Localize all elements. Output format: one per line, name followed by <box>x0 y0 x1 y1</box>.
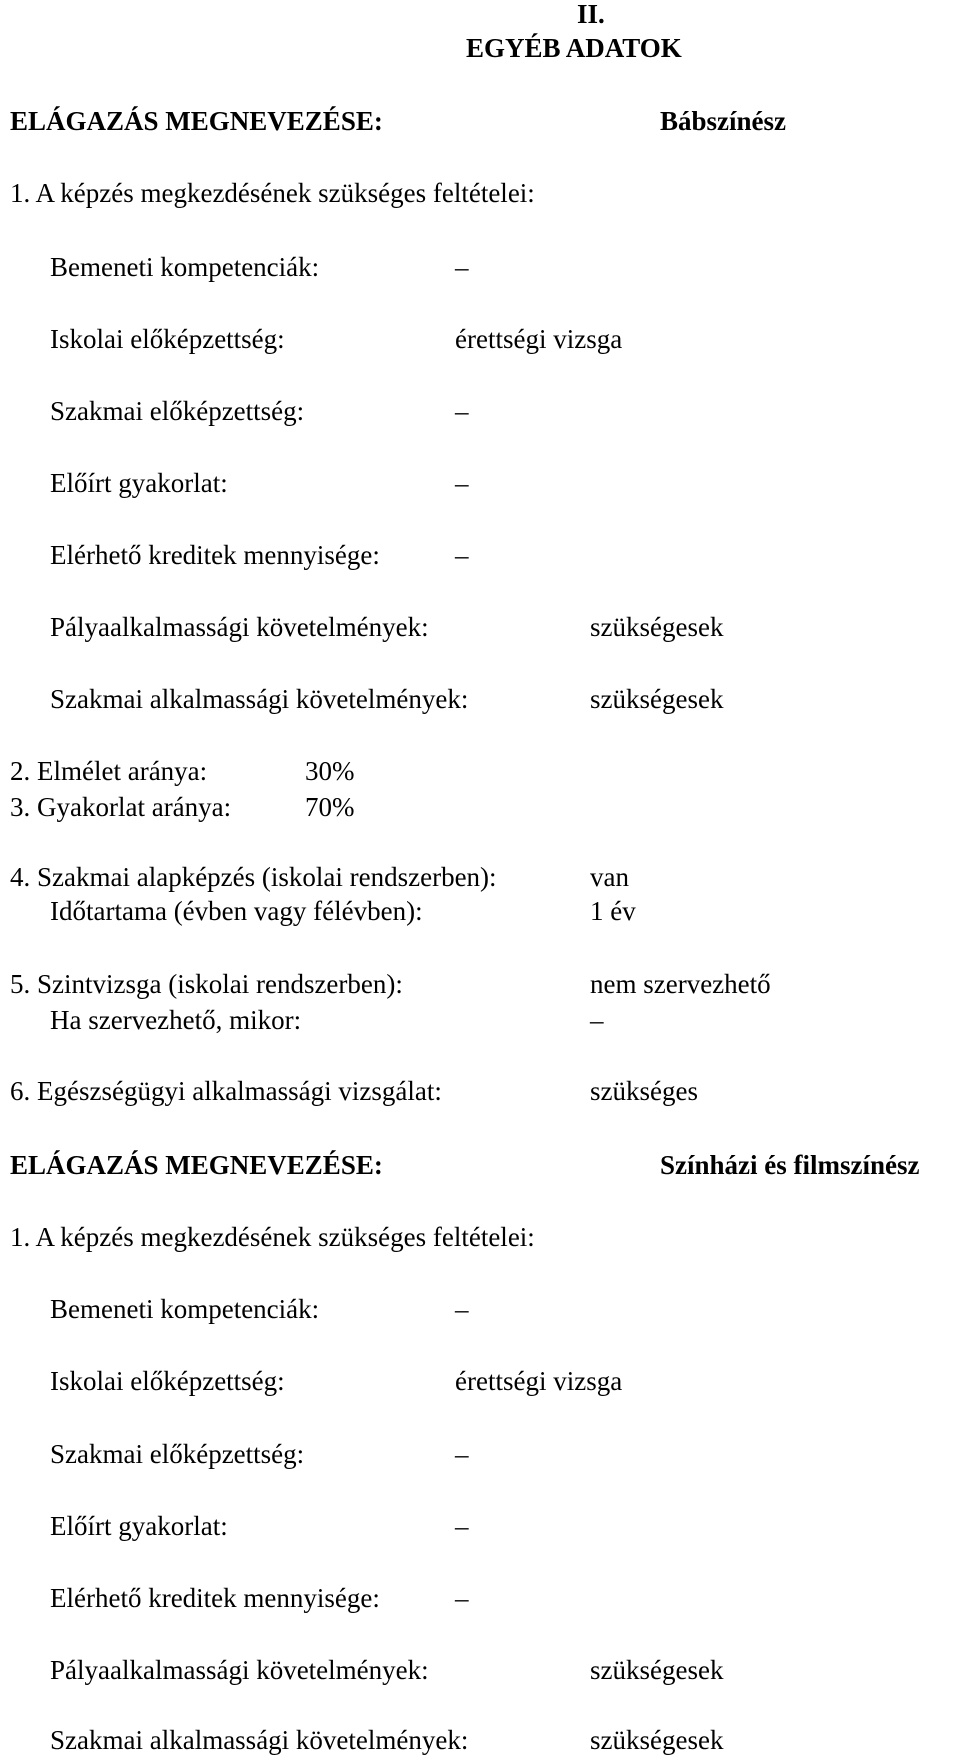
prereq-value: szükségesek <box>590 612 724 642</box>
prereq-label: Elérhető kreditek mennyisége: <box>50 1583 380 1613</box>
prerequisites-heading: 1. A képzés megkezdésének szükséges feltételei: <box>10 1222 535 1252</box>
theory-ratio-value: 30% <box>305 756 355 786</box>
prereq-value: szükségesek <box>590 1655 724 1685</box>
prereq-label: Iskolai előképzettség: <box>50 1366 285 1396</box>
duration-label: Időtartama (évben vagy félévben): <box>50 896 423 926</box>
level-exam-when-value: – <box>590 1005 604 1035</box>
prereq-value: – <box>455 1294 469 1324</box>
prereq-label: Előírt gyakorlat: <box>50 1511 228 1541</box>
branch-label: ELÁGAZÁS MEGNEVEZÉSE: <box>10 1150 383 1180</box>
branch-name: Színházi és filmszínész <box>660 1150 920 1180</box>
health-check-value: szükséges <box>590 1076 698 1106</box>
level-exam-when-label: Ha szervezhető, mikor: <box>50 1005 302 1035</box>
practice-ratio-label: 3. Gyakorlat aránya: <box>10 792 232 822</box>
page-title: EGYÉB ADATOK <box>466 33 682 63</box>
prereq-value: – <box>455 1439 469 1469</box>
section-number: II. <box>577 0 605 29</box>
prereq-label: Előírt gyakorlat: <box>50 468 228 498</box>
prereq-label: Szakmai előképzettség: <box>50 1439 305 1469</box>
prereq-label: Szakmai alkalmassági követelmények: <box>50 1725 469 1755</box>
basic-training-value: van <box>590 862 629 892</box>
level-exam-value: nem szervezhető <box>590 969 771 999</box>
practice-ratio-value: 70% <box>305 792 355 822</box>
prereq-value: – <box>455 1511 469 1541</box>
prereq-label: Pályaalkalmassági követelmények: <box>50 612 429 642</box>
prereq-value: szükségesek <box>590 1725 724 1755</box>
prereq-label: Iskolai előképzettség: <box>50 324 285 354</box>
prereq-value: érettségi vizsga <box>455 1366 623 1396</box>
prereq-label: Szakmai alkalmassági követelmények: <box>50 684 469 714</box>
prereq-value: szükségesek <box>590 684 724 714</box>
level-exam-label: 5. Szintvizsga (iskolai rendszerben): <box>10 969 403 999</box>
basic-training-label: 4. Szakmai alapképzés (iskolai rendszerben): <box>10 862 497 892</box>
theory-ratio-label: 2. Elmélet aránya: <box>10 756 208 786</box>
duration-value: 1 év <box>590 896 636 926</box>
prereq-value: – <box>455 540 469 570</box>
prerequisites-heading: 1. A képzés megkezdésének szükséges feltételei: <box>10 178 535 208</box>
prereq-label: Pályaalkalmassági követelmények: <box>50 1655 429 1685</box>
prereq-label: Bemeneti kompetenciák: <box>50 252 320 282</box>
prereq-value: érettségi vizsga <box>455 324 623 354</box>
prereq-value: – <box>455 252 469 282</box>
health-check-label: 6. Egészségügyi alkalmassági vizsgálat: <box>10 1076 442 1106</box>
prereq-label: Bemeneti kompetenciák: <box>50 1294 320 1324</box>
prereq-value: – <box>455 468 469 498</box>
prereq-label: Szakmai előképzettség: <box>50 396 305 426</box>
branch-label: ELÁGAZÁS MEGNEVEZÉSE: <box>10 106 383 136</box>
branch-name: Bábszínész <box>660 106 787 136</box>
prereq-value: – <box>455 1583 469 1613</box>
prereq-value: – <box>455 396 469 426</box>
prereq-label: Elérhető kreditek mennyisége: <box>50 540 380 570</box>
